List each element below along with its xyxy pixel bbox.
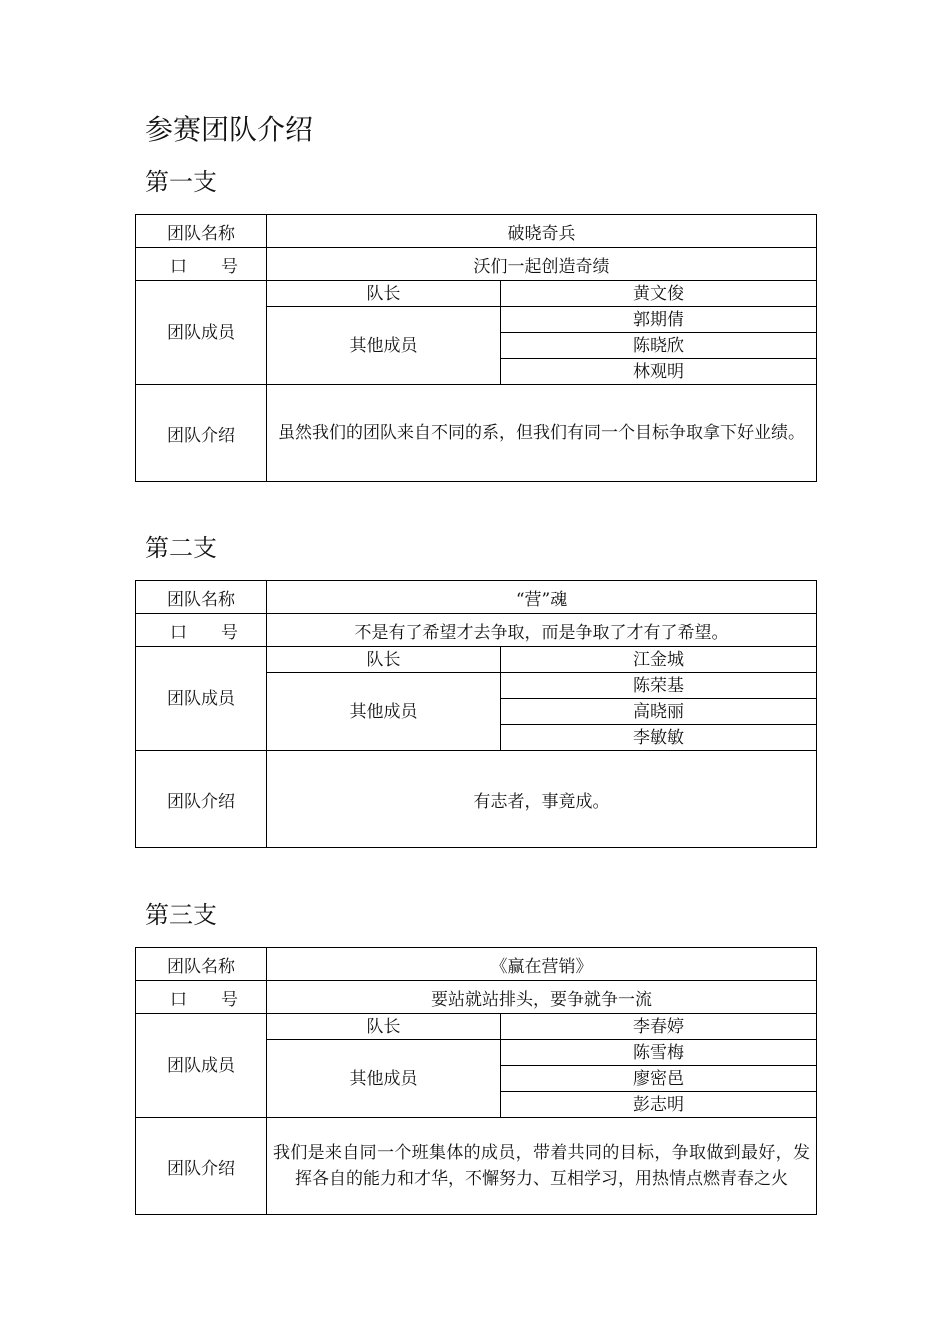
section-title-team-1: 第一支 <box>145 168 217 196</box>
intro-text: 我们是来自同一个班集体的成员，带着共同的目标，争取做到最好，发挥各自的能力和才华，不懈努力、互相学习，用热情点燃青春之火 <box>267 1118 817 1215</box>
intro-label: 团队介绍 <box>136 1118 267 1215</box>
member-name: 陈荣基 <box>501 673 817 699</box>
intro-text: 虽然我们的团队来自不同的系，但我们有同一个目标争取拿下好业绩。 <box>267 385 817 482</box>
intro-label: 团队介绍 <box>136 751 267 848</box>
captain-label: 队长 <box>267 1014 501 1040</box>
member-name: 廖密邑 <box>501 1066 817 1092</box>
captain-name: 江金城 <box>501 647 817 673</box>
member-name: 彭志明 <box>501 1092 817 1118</box>
captain-label: 队长 <box>267 647 501 673</box>
member-name: 李敏敏 <box>501 725 817 751</box>
member-name: 郭期倩 <box>501 307 817 333</box>
team-name-label: 团队名称 <box>136 215 267 248</box>
team-table-1 <box>135 214 817 482</box>
slogan-value: 不是有了希望才去争取，而是争取了才有了希望。 <box>267 614 817 647</box>
slogan-value: 要站就站排头，要争就争一流 <box>267 981 817 1014</box>
team-name-label: 团队名称 <box>136 948 267 981</box>
section-title-team-3: 第三支 <box>145 901 217 929</box>
slogan-label: 口 号 <box>136 248 267 281</box>
document-title: 参赛团队介绍 <box>145 113 314 146</box>
section-title-team-2: 第二支 <box>145 534 217 562</box>
captain-name: 李春婷 <box>501 1014 817 1040</box>
captain-name: 黄文俊 <box>501 281 817 307</box>
member-name: 林观明 <box>501 359 817 385</box>
slogan-value: 沃们一起创造奇绩 <box>267 248 817 281</box>
member-name: 陈晓欣 <box>501 333 817 359</box>
team-name-value: 《赢在营销》 <box>267 948 817 981</box>
member-name: 陈雪梅 <box>501 1040 817 1066</box>
slogan-label: 口 号 <box>136 614 267 647</box>
intro-label: 团队介绍 <box>136 385 267 482</box>
other-members-label: 其他成员 <box>267 307 501 385</box>
team-name-value: “营”魂 <box>267 581 817 614</box>
team-name-value: 破晓奇兵 <box>267 215 817 248</box>
team-table-3 <box>135 947 817 1215</box>
other-members-label: 其他成员 <box>267 673 501 751</box>
captain-label: 队长 <box>267 281 501 307</box>
members-label: 团队成员 <box>136 647 267 751</box>
intro-text: 有志者，事竟成。 <box>267 751 817 848</box>
slogan-label: 口 号 <box>136 981 267 1014</box>
members-label: 团队成员 <box>136 281 267 385</box>
other-members-label: 其他成员 <box>267 1040 501 1118</box>
member-name: 高晓丽 <box>501 699 817 725</box>
team-name-label: 团队名称 <box>136 581 267 614</box>
team-table-2 <box>135 580 817 848</box>
members-label: 团队成员 <box>136 1014 267 1118</box>
